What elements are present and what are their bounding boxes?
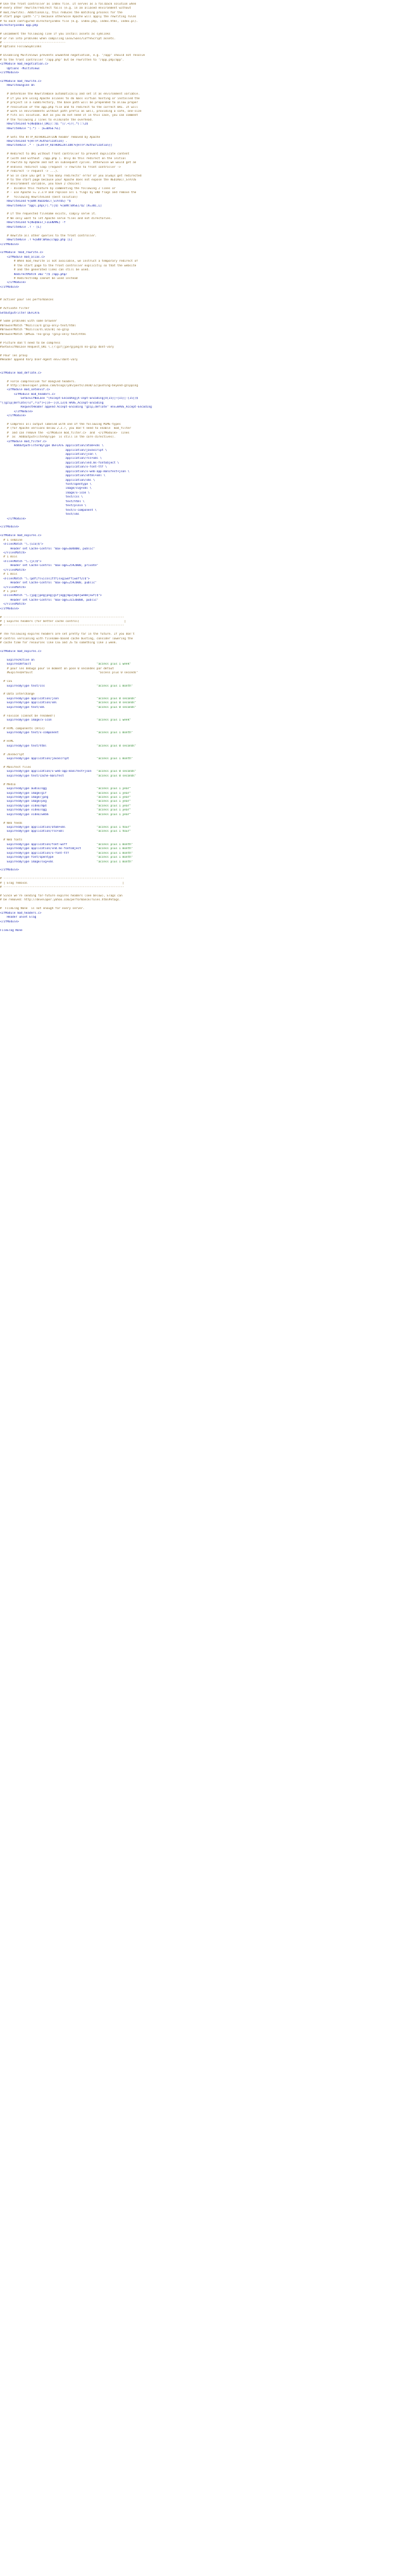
comment-line: #Header append Vary User-Agent env=!dont-vary xyxy=(0,358,78,362)
comment-line: # ---------------------------------------------------------------------- xyxy=(0,624,125,628)
comment-line: # and can remove the `<IfModule mod_filter.c>` and `</IfModule>` lines xyxy=(0,431,130,435)
comment-line: # redirect -> request -> ...). xyxy=(0,170,59,174)
code-line: ExpiresByType text/css "access plus 1 month" xyxy=(0,684,133,688)
comment-line: # JavaScript xyxy=(0,753,25,757)
comment-line: # and the generated links can still be used. xyxy=(0,268,90,272)
string-value: "access plus 1 month" xyxy=(96,851,133,855)
comment-line: # Options FollowSymlinks xyxy=(0,45,42,49)
code-line: ExpiresByType application/x-font-ttf "access plus 1 month" xyxy=(0,851,133,855)
string-value: "access plus 0 seconds" xyxy=(96,770,137,774)
comment-line: # activer pour les performances xyxy=(0,298,54,302)
code-line: AddOutputFilterByType DEFLATE application/atom+xml \ xyxy=(0,444,104,448)
comment-line: # (with and without `/app.php`). Only do this redirect on the initial xyxy=(0,157,126,161)
code-line: RequestHeader append Accept-Encoding "gzip,deflate" env=HAVE_Accept-Encoding xyxy=(0,406,152,410)
comment-line: # ---------------------------------------------------------------------- xyxy=(0,877,125,881)
code-line: ExpiresByType application/xml "access plus 0 seconds" xyxy=(0,701,137,705)
code-line: ExpiresByType application/atom+xml "access plus 1 hour" xyxy=(0,826,131,829)
code-line: Header set Cache-Control "max-age=31536000, public" xyxy=(0,598,99,602)
code-line: ExpiresByType image/jpeg "access plus 1 year" xyxy=(0,795,131,799)
comment-line: # If the requested filename exists, simply serve it. xyxy=(0,212,97,216)
code-line: application/xml \ xyxy=(0,478,95,482)
comment-line: # control versioning with filename-based cache busting, consider lowering the xyxy=(0,637,133,641)
comment-line: # Web fonts xyxy=(0,838,23,842)
comment-line: # - disable this feature by commenting the following 2 lines or xyxy=(0,186,116,190)
comment-line: # endless redirect loop (request -> rewrite to front controller -> xyxy=(0,165,121,169)
code-line: ExpiresByType application/vnd.ms-fontobject "access plus 1 month" xyxy=(0,847,133,851)
comment-line: # be removed: http://developer.yahoo.com/performance/rules.html#etags. xyxy=(0,898,121,902)
comment-line: # (for Apache versions below 2.3.7, you don't need to enable `mod_filter` xyxy=(0,427,133,431)
code-line: </IfModule> xyxy=(0,517,26,521)
code-line: application/javascript \ xyxy=(0,448,107,452)
code-line: ExpiresActive on xyxy=(0,658,35,662)
string-value: "access plus 1 week" xyxy=(96,719,131,723)
comment-line: # Sets the HTTP_AUTHORIZATION header removed by Apache xyxy=(0,135,101,139)
comment-line: # Redirect to URI without front controller to prevent duplicate content xyxy=(0,153,130,157)
comment-line: #BrowserMatch ^Mozilla/4\.0[678] no-gzip xyxy=(0,328,69,332)
code-line: Header set Cache-Control "max-age=2592000, private" xyxy=(0,564,99,568)
code-line: ExpiresByType video/ogg "access plus 1 year" xyxy=(0,808,131,812)
comment-line: # The following expires headers are set pretty far in the future. If you don't xyxy=(0,633,135,637)
comment-line: # If you are using Apache aliases to do mass virtual hosting or installed the xyxy=(0,97,140,101)
comment-line: # RedirectTemp cannot be used instead xyxy=(0,277,78,280)
string-value: "access plus 1 month" xyxy=(96,842,133,846)
comment-line: # start page (path "/") because otherwise Apache will apply the rewriting rules xyxy=(0,15,137,19)
comment-line: # Use the front controller as index file. It serves as a fallback solution when xyxy=(0,3,137,6)
string-value: "access plus 1 year" xyxy=(96,808,131,812)
code-line: </IfModule> xyxy=(0,242,19,246)
string-value: "access plus 1 year" xyxy=(96,791,131,795)
comment-line: # CSS xyxy=(0,680,13,684)
code-line: </IfModule> xyxy=(0,607,19,611)
code-line: ExpiresDefault "access plus 1 week" xyxy=(0,663,131,667)
code-line: SetEnvIfNoCase ^(Accept-EncodXng|X-cept-Encoding|X{15}|~{15}|-{15})$ xyxy=(0,397,138,401)
comment-line: # - use Apache >= 2.3.9 and replace all L flags by END flags and remove the xyxy=(0,191,137,195)
string-value: "access plus 1 month" xyxy=(96,684,133,688)
string-value: "access plus 1 year" xyxy=(96,795,131,799)
code-line: text/xml xyxy=(0,513,79,517)
string-value: "access plus 0 seconds" xyxy=(96,705,137,709)
string-value: "access plus 1 year" xyxy=(96,787,131,791)
comment-line: # Compress all output labeled with one of the following MIME-types xyxy=(0,422,121,426)
code-line: ExpiresByType video/mp4 "access plus 1 year" xyxy=(0,804,131,808)
code-line: </IfModule> xyxy=(0,281,26,285)
code-line: ExpiresByType text/xml "access plus 0 seconds" xyxy=(0,705,137,709)
comment-line: # Some problems with some browser xyxy=(0,320,57,324)
comment-line: # fits all solution. But as you do not need it in this case, you can comment xyxy=(0,114,138,118)
code-line: ExpiresByType image/png "access plus 1 year" xyxy=(0,800,131,804)
code-line: <IfModule mod_rewrite.c> xyxy=(0,79,42,83)
comment-line: # to each configured DirectoryIndex file (e.g. index.php, index.html, index.pl). xyxy=(0,19,138,23)
code-line: ExpiresByType video/webm "access plus 1 year" xyxy=(0,812,131,816)
code-line: image/x-icon \ xyxy=(0,491,90,495)
comment-line: # every other rewrite/redirect fails (e.g. in an aliased environment without xyxy=(0,7,131,11)
code-line: <IfModule mod_filter.c> xyxy=(0,440,47,444)
code-line: <IfModule mod_headers.c> xyxy=(0,392,55,396)
comment-line: # Web feeds xyxy=(0,821,23,825)
code-line: Options -MultiViews xyxy=(0,67,40,71)
code-line: ExpiresByType image/gif "access plus 1 year" xyxy=(0,791,131,795)
comment-line: # `FileETag None` is not enough for every server. xyxy=(0,907,85,911)
code-line: RewriteEngine On xyxy=(0,84,35,88)
comment-line: # 1 semaine xyxy=(0,538,23,542)
comment-line: #BrowserMatch ^Mozilla/4 gzip-only-text/html xyxy=(0,324,76,328)
string-value: "access plus 0 seconds" xyxy=(96,697,137,701)
comment-line: # | Expires headers (for better cache control) | xyxy=(0,620,126,623)
string-value: "access plus 0 seconds" xyxy=(96,774,137,778)
code-line: ExpiresByType application/javascript "access plus 1 month" xyxy=(0,757,133,761)
string-value: "access plus 1 year" xyxy=(96,800,131,804)
comment-line: # ---------------------------------------------------------------------- xyxy=(0,615,125,619)
comment-line: # Data interchange xyxy=(0,693,35,697)
code-line: <IfModule mod_setenvif.c> xyxy=(0,388,51,392)
code-line: <IfModule mod_deflate.c> xyxy=(0,371,42,375)
code-line: ExpiresByType audio/ogg "access plus 1 year" xyxy=(0,787,131,791)
comment-line: # rewrite by Apache and not on subsequent cycles. Otherwise we would get an xyxy=(0,161,137,165)
code-line: RewriteRule .? - [L] xyxy=(0,225,42,229)
code-line: ExpiresByType application/font-woff "access plus 1 month" xyxy=(0,842,133,846)
code-line: RewriteCond %{HTTP:Authorization} . xyxy=(0,140,67,143)
code-line: ExpiresByType text/cache-manifest "access plus 0 seconds" xyxy=(0,774,137,778)
string-value: "access plus 1 hour" xyxy=(96,830,131,834)
code-line: text/plain \ xyxy=(0,504,87,508)
code-line: Header set Cache-Control "max-age=2592000, public" xyxy=(0,581,97,585)
comment-line: # We only want to let Apache serve files and not directories. xyxy=(0,216,113,220)
code-line: <FilesMatch "\.(jpg|jpeg|png|gif|ogg|mp3|mp4|webm|swf)$"> xyxy=(0,594,102,598)
code-line: </FilesMatch> xyxy=(0,568,26,572)
code-line: </IfModule> xyxy=(0,414,26,418)
code-line: DirectoryIndex app.php xyxy=(0,24,38,28)
code-line: </FilesMatch> xyxy=(0,585,26,589)
code-line: <FilesMatch "\.(js)$"> xyxy=(0,559,42,563)
comment-line: # cache time for resources like CSS and JS to something like 1 week. xyxy=(0,641,117,645)
code-line: application/x-web-app-manifest+json \ xyxy=(0,470,130,474)
comment-line: # environment variable, you have 2 choices: xyxy=(0,182,81,186)
code-line: </IfModule> xyxy=(0,920,19,924)
comment-line: # http://developer.yahoo.com/blogs/ydn/posts/2010/12/pushing-beyond-gzipping xyxy=(0,384,138,388)
comment-line: # Favicon (cannot be renamed!) xyxy=(0,714,55,718)
code-line: ExpiresByType text/x-component "access plus 1 month" xyxy=(0,731,133,735)
comment-line: # following RewriteCond (best solution) xyxy=(0,195,78,199)
code-line: application/x-font-ttf \ xyxy=(0,466,107,470)
comment-line: # | ETag removal | xyxy=(0,881,125,885)
comment-line: # HTML components (HTCs) xyxy=(0,727,45,731)
comment-line: # HTML xyxy=(0,740,14,744)
code-line: ExpiresByType image/svg+xml "access plus 1 month" xyxy=(0,860,133,864)
comment-line: # Activate filter xyxy=(0,307,29,311)
code-line: RewriteRule .? %{ENV:BASE}/app.php [L] xyxy=(0,238,73,242)
string-value: "access plus 1 week" xyxy=(96,663,131,667)
string-value: "access plus 0 seconds" xyxy=(96,701,137,705)
code-line: </FilesMatch> xyxy=(0,603,26,607)
code-line: RewriteCond %{ENV:REDIRECT_STATUS} ^$ xyxy=(0,200,71,204)
code-line: RewriteCond %{REQUEST_FILENAME} -f xyxy=(0,221,66,225)
string-value: "access plus 1 month" xyxy=(96,731,133,735)
code-line: <FilesMatch "\.(pdf|flv|css|ttf|svg|woff|woff2)$"> xyxy=(0,577,90,581)
comment-line: #ExpiresDefault "access plus 0 seconds" xyxy=(0,671,138,675)
code-line: text/css \ xyxy=(0,495,83,499)
code-line: SetOutputFilter DEFLATE xyxy=(0,311,40,315)
code-line: </IfModule> xyxy=(0,868,19,872)
comment-line: # 1 year xyxy=(0,589,17,593)
code-document xyxy=(0,3,400,933)
code-line: RewriteRule ^app\.php(/(.*)|$) %{ENV:BASE}/$2 [R=301,L] xyxy=(0,204,102,208)
code-line: ExpiresByType font/opentype "access plus 1 month" xyxy=(0,856,133,860)
comment-line: # the start page to the front controller explicitly so that the website xyxy=(0,264,137,268)
comment-line: # When mod_rewrite is not available, we instruct a temporary redirect of xyxy=(0,260,138,264)
comment-line: # Picture don't need to be compress xyxy=(0,341,61,345)
code-line: ExpiresByType image/x-icon "access plus 1 week" xyxy=(0,719,131,723)
comment-line: # work in environments without path prefix as well, providing a safe, one-size xyxy=(0,109,142,113)
string-value: "access plus 1 month" xyxy=(96,847,133,851)
code-line: <FilesMatch "\.(ico)$"> xyxy=(0,543,43,547)
comment-line: # as `AddOutputFilterByType` is still in the core directives). xyxy=(0,436,116,440)
comment-line: # ---------------------------------------------------------------------- xyxy=(0,886,125,890)
code-line: <IfModule mod_expires.c> xyxy=(0,650,42,654)
comment-line: # resolution of the app.php file and to redirect to the correct URI. It will xyxy=(0,105,138,109)
comment-line: # Disabling MultiViews prevents unwanted negotiation, e.g. "/app" should not resolve xyxy=(0,54,145,58)
code-line: RedirectMatch 302 ^/$ /app.php/ xyxy=(0,272,67,276)
code-line: FileETag None xyxy=(0,928,23,932)
comment-line: # Pour les proxy xyxy=(0,354,28,358)
code-line: <IfModule mod_alias.c> xyxy=(0,255,45,259)
comment-line: # mod_rewrite). Additionally, this reduces the matching process for the xyxy=(0,11,123,15)
code-line: RewriteRule ^(.*) - [E=BASE:%1] xyxy=(0,127,61,131)
code-line: </IfModule> xyxy=(0,71,19,75)
code-line: Header set Cache-Control "max-age=604800, public" xyxy=(0,547,95,551)
comment-line: # Determine the RewriteBase automatically and set it as environment variable. xyxy=(0,93,140,97)
code-line: text/html \ xyxy=(0,499,85,503)
code-line: image/svg+xml \ xyxy=(0,487,92,491)
comment-line: # ------------------------------------ xyxy=(0,41,66,45)
comment-line: # pour les debugs pour le moment on pose 0 secondes par défaut xyxy=(0,667,114,671)
string-value: "access plus 1 month" xyxy=(96,856,133,860)
string-value: "access plus 0 seconds" xyxy=(96,744,137,748)
string-value: "access plus 1 year" xyxy=(96,804,131,808)
string-value: "access plus 1 year" xyxy=(96,812,131,816)
code-line: </FilesMatch> xyxy=(0,551,26,555)
code-line: text/x-component \ xyxy=(0,508,97,512)
code-line: </IfModule> xyxy=(0,525,19,529)
comment-line: # Since we're sending far-future expires headers (see below), ETags can xyxy=(0,894,123,898)
comment-line: # 1 mois xyxy=(0,555,17,559)
code-line: Header unset ETag xyxy=(0,916,37,920)
code-line: </IfModule> xyxy=(0,410,33,414)
code-line: RewriteCond %{REQUEST_URI}::$1 ^(/.+)/(.*)::\2$ xyxy=(0,123,88,127)
code-line: application/vnd.ms-fontobject \ xyxy=(0,461,119,465)
code-line: application/rss+xml \ xyxy=(0,457,102,461)
comment-line: # Force compression for mangled headers. xyxy=(0,380,76,384)
comment-line: # to the start page because your Apache does not expose the REDIRECT_STATUS xyxy=(0,178,137,182)
code-line: application/xhtml+xml \ xyxy=(0,474,105,478)
code-line: ExpiresByType application/x-web-app-manifest+json "access plus 0 seconds" xyxy=(0,770,137,774)
comment-line: #BrowserMatch \bMSIE !no-gzip !gzip-only-text/html xyxy=(0,332,87,336)
code-line: <IfModule mod_expires.c> xyxy=(0,534,42,538)
comment-line: #SetEnvIfNoCase Request_URI \.(?:gif|jpe?g|png)$ no-gzip dont-vary xyxy=(0,346,114,349)
comment-line: # uncomment the following line if you install assets as symlinks xyxy=(0,33,111,37)
code-line: font/opentype \ xyxy=(0,483,92,486)
code-line: ^((gzip|deflate)\s*,?\s*)+|[X~-]{4,13}$ HAVE_Accept-Encoding xyxy=(0,401,104,405)
comment-line: # 1 mois xyxy=(0,573,17,577)
comment-line: # So in case you get a "too many redirects" error or you always get redirected xyxy=(0,174,142,178)
comment-line: # Rewrite all other queries to the front controller. xyxy=(0,234,97,238)
string-value: "access plus 1 month" xyxy=(96,860,133,864)
code-line: ExpiresByType application/rss+xml "access plus 1 hour" xyxy=(0,830,131,834)
comment-line: # Media xyxy=(0,783,16,787)
comment-line: # project in a subdirectory, the base path will be prepended to allow proper xyxy=(0,101,138,105)
string-value: "access plus 1 month" xyxy=(96,757,133,761)
code-line: <IfModule mod_headers.c> xyxy=(0,911,42,915)
string-value: "access plus 1 hour" xyxy=(96,826,131,829)
code-line: <IfModule !mod_rewrite.c> xyxy=(0,251,43,255)
code-line: application/json \ xyxy=(0,452,97,456)
code-line: </IfModule> xyxy=(0,285,19,289)
code-line: ExpiresByType application/json "access plus 0 seconds" xyxy=(0,697,137,701)
code-line: <IfModule mod_negotiation.c> xyxy=(0,63,49,67)
comment-line: # the following 2 lines to eliminate the overhead. xyxy=(0,118,93,122)
code-line: ExpiresByType text/html "access plus 0 seconds" xyxy=(0,744,137,748)
comment-line: # or run into problems when compiling LESS/Sass/CoffeScript assets. xyxy=(0,37,116,41)
comment-line: # to the front controller "/app.php" but be rewritten to "/app.php/app". xyxy=(0,58,125,62)
code-line: RewriteRule .* - [E=HTTP_AUTHORIZATION:%{HTTP:Authorization}] xyxy=(0,144,113,148)
comment-line: # Manifest files xyxy=(0,765,31,769)
